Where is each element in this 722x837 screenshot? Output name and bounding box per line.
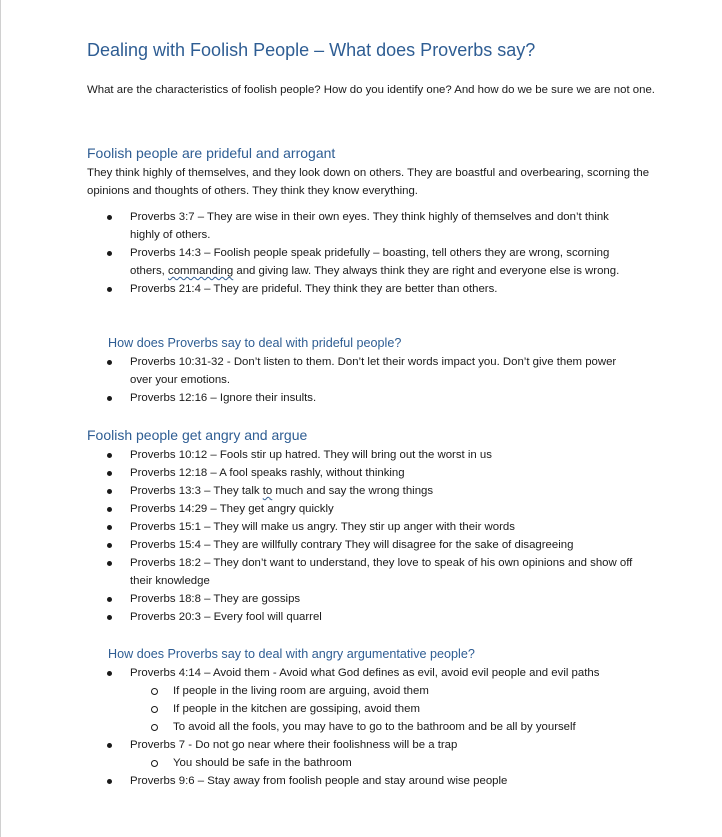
list-item: Proverbs 15:1 – They will make us angry. They stir up anger with their words	[0, 518, 640, 536]
list-item: Proverbs 14:3 – Foolish people speak pridefully – boasting, tell others they are wrong, scorning others, commanding and giving law. They always think they are right and everyone else is wrong.	[0, 244, 640, 280]
sub-list-item: If people in the living room are arguing, avoid them	[130, 682, 643, 700]
bullet-icon	[107, 671, 112, 676]
subheading-angry: How does Proverbs say to deal with angry argumentative people?	[108, 647, 475, 661]
bullet-icon	[107, 287, 112, 292]
angry-list	[0, 446, 722, 626]
list-item: Proverbs 12:18 – A fool speaks rashly, without thinking	[0, 464, 640, 482]
list-item: Proverbs 20:3 – Every fool will quarrel	[0, 608, 640, 626]
prideful-deal-list	[0, 353, 722, 407]
circle-bullet-icon	[151, 688, 158, 695]
section-desc-prideful: They think highly of themselves, and they look down on others. They are boastful and overbearing, scorning the opinions and thoughts of others. They think they know everything.	[87, 167, 650, 197]
list-item: Proverbs 13:3 – They talk to much and say the wrong things	[0, 482, 640, 500]
section-heading-prideful: Foolish people are prideful and arrogant	[87, 145, 336, 161]
circle-bullet-icon	[151, 760, 158, 767]
bullet-icon	[107, 615, 112, 620]
bullet-icon	[107, 561, 112, 566]
bullet-icon	[107, 779, 112, 784]
bullet-icon	[107, 360, 112, 365]
list-item: Proverbs 10:12 – Fools stir up hatred. They will bring out the worst in us	[0, 446, 640, 464]
document-title: Dealing with Foolish People – What does Proverbs say?	[87, 40, 536, 60]
list-item: Proverbs 12:16 – Ignore their insults.	[0, 389, 640, 407]
bullet-icon	[107, 543, 112, 548]
list-item: Proverbs 3:7 – They are wise in their own eyes. They think highly of themselves and don’t think highly of others.	[0, 208, 640, 244]
bullet-icon	[107, 597, 112, 602]
sub-list-item: To avoid all the fools, you may have to go to the bathroom and be all by yourself	[130, 718, 643, 736]
intro-paragraph: What are the characteristics of foolish people? How do you identify one? And how do we be sure we are not one.	[87, 84, 655, 96]
bullet-icon	[107, 743, 112, 748]
circle-bullet-icon	[151, 706, 158, 713]
list-item: Proverbs 18:2 – They don’t want to understand, they love to speak of his own opinions and show off their knowledge	[0, 554, 640, 590]
circle-bullet-icon	[151, 724, 158, 731]
list-item: Proverbs 7 - Do not go near where their foolishness will be a trap You should be safe in the bathroom	[0, 736, 640, 772]
subheading-prideful: How does Proverbs say to deal with prideful people?	[108, 336, 402, 350]
sub-list	[130, 682, 640, 736]
bullet-icon	[107, 453, 112, 458]
bullet-icon	[107, 489, 112, 494]
angry-deal-list	[0, 664, 722, 790]
list-item: Proverbs 21:4 – They are prideful. They think they are better than others.	[0, 280, 640, 298]
bullet-icon	[107, 525, 112, 530]
bullet-icon	[107, 471, 112, 476]
list-item: Proverbs 10:31-32 - Don’t listen to them. Don’t let their words impact you. Don’t give them power over your emotions.	[0, 353, 640, 389]
section-heading-angry: Foolish people get angry and argue	[87, 427, 308, 443]
prideful-list	[0, 208, 722, 298]
sub-list-item: You should be safe in the bathroom	[130, 754, 643, 772]
list-item: Proverbs 9:6 – Stay away from foolish people and stay around wise people	[0, 772, 640, 790]
spellcheck-mark[interactable]: to	[262, 485, 273, 497]
sub-list	[130, 754, 640, 772]
list-item: Proverbs 4:14 – Avoid them - Avoid what God defines as evil, avoid evil people and evil paths If people in the living room are arguing, avoid them If people in the kitchen are gossiping, avoid them To avoid all the fools, you may have to go to the bathroom and be all by yourself	[0, 664, 640, 736]
bullet-icon	[107, 251, 112, 256]
list-item: Proverbs 15:4 – They are willfully contrary They will disagree for the sake of disagreeing	[0, 536, 640, 554]
spellcheck-mark[interactable]: commanding	[168, 265, 234, 277]
list-item: Proverbs 14:29 – They get angry quickly	[0, 500, 640, 518]
sub-list-item: If people in the kitchen are gossiping, avoid them	[130, 700, 643, 718]
bullet-icon	[107, 215, 112, 220]
list-item: Proverbs 18:8 – They are gossips	[0, 590, 640, 608]
bullet-icon	[107, 507, 112, 512]
bullet-icon	[107, 396, 112, 401]
